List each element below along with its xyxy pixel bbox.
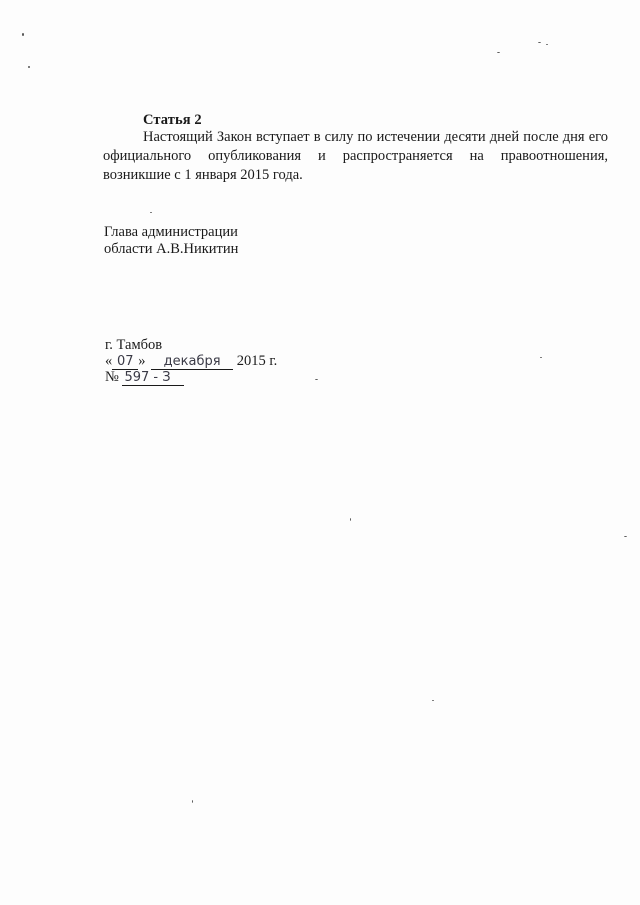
scan-speck (22, 33, 24, 36)
date-year: 2015 г. (236, 353, 278, 369)
scan-speck (350, 518, 351, 521)
signature-title: Глава администрации (104, 224, 238, 240)
scan-speck (624, 536, 627, 537)
law-number: 597 - З (122, 371, 184, 386)
date-line (105, 353, 277, 370)
scan-speck (315, 379, 318, 380)
place-of-signing: г. Тамбов (105, 337, 163, 353)
scan-speck (192, 800, 193, 803)
scan-speck (540, 357, 542, 358)
law-number-line (105, 369, 184, 386)
date-day: 07 (112, 355, 138, 370)
scan-speck (28, 66, 30, 68)
scan-speck (432, 700, 434, 701)
scan-speck (150, 212, 152, 213)
article-heading: Статья 2 (143, 112, 202, 128)
date-open-quote: « (105, 353, 113, 369)
date-close-quote: » (138, 353, 146, 369)
signature-name: области А.В.Никитин (104, 241, 239, 257)
scan-speck (538, 42, 541, 43)
signature-block (104, 224, 238, 258)
scan-speck (546, 44, 548, 45)
article-body: Настоящий Закон вступает в силу по истечении десяти дней после дня его официального опубликования и распространяется на правоотношения, возникшие с 1 января 2015 года. (103, 129, 608, 183)
scan-speck (497, 52, 500, 53)
number-prefix: № (105, 369, 119, 385)
date-month: декабря (151, 355, 233, 370)
